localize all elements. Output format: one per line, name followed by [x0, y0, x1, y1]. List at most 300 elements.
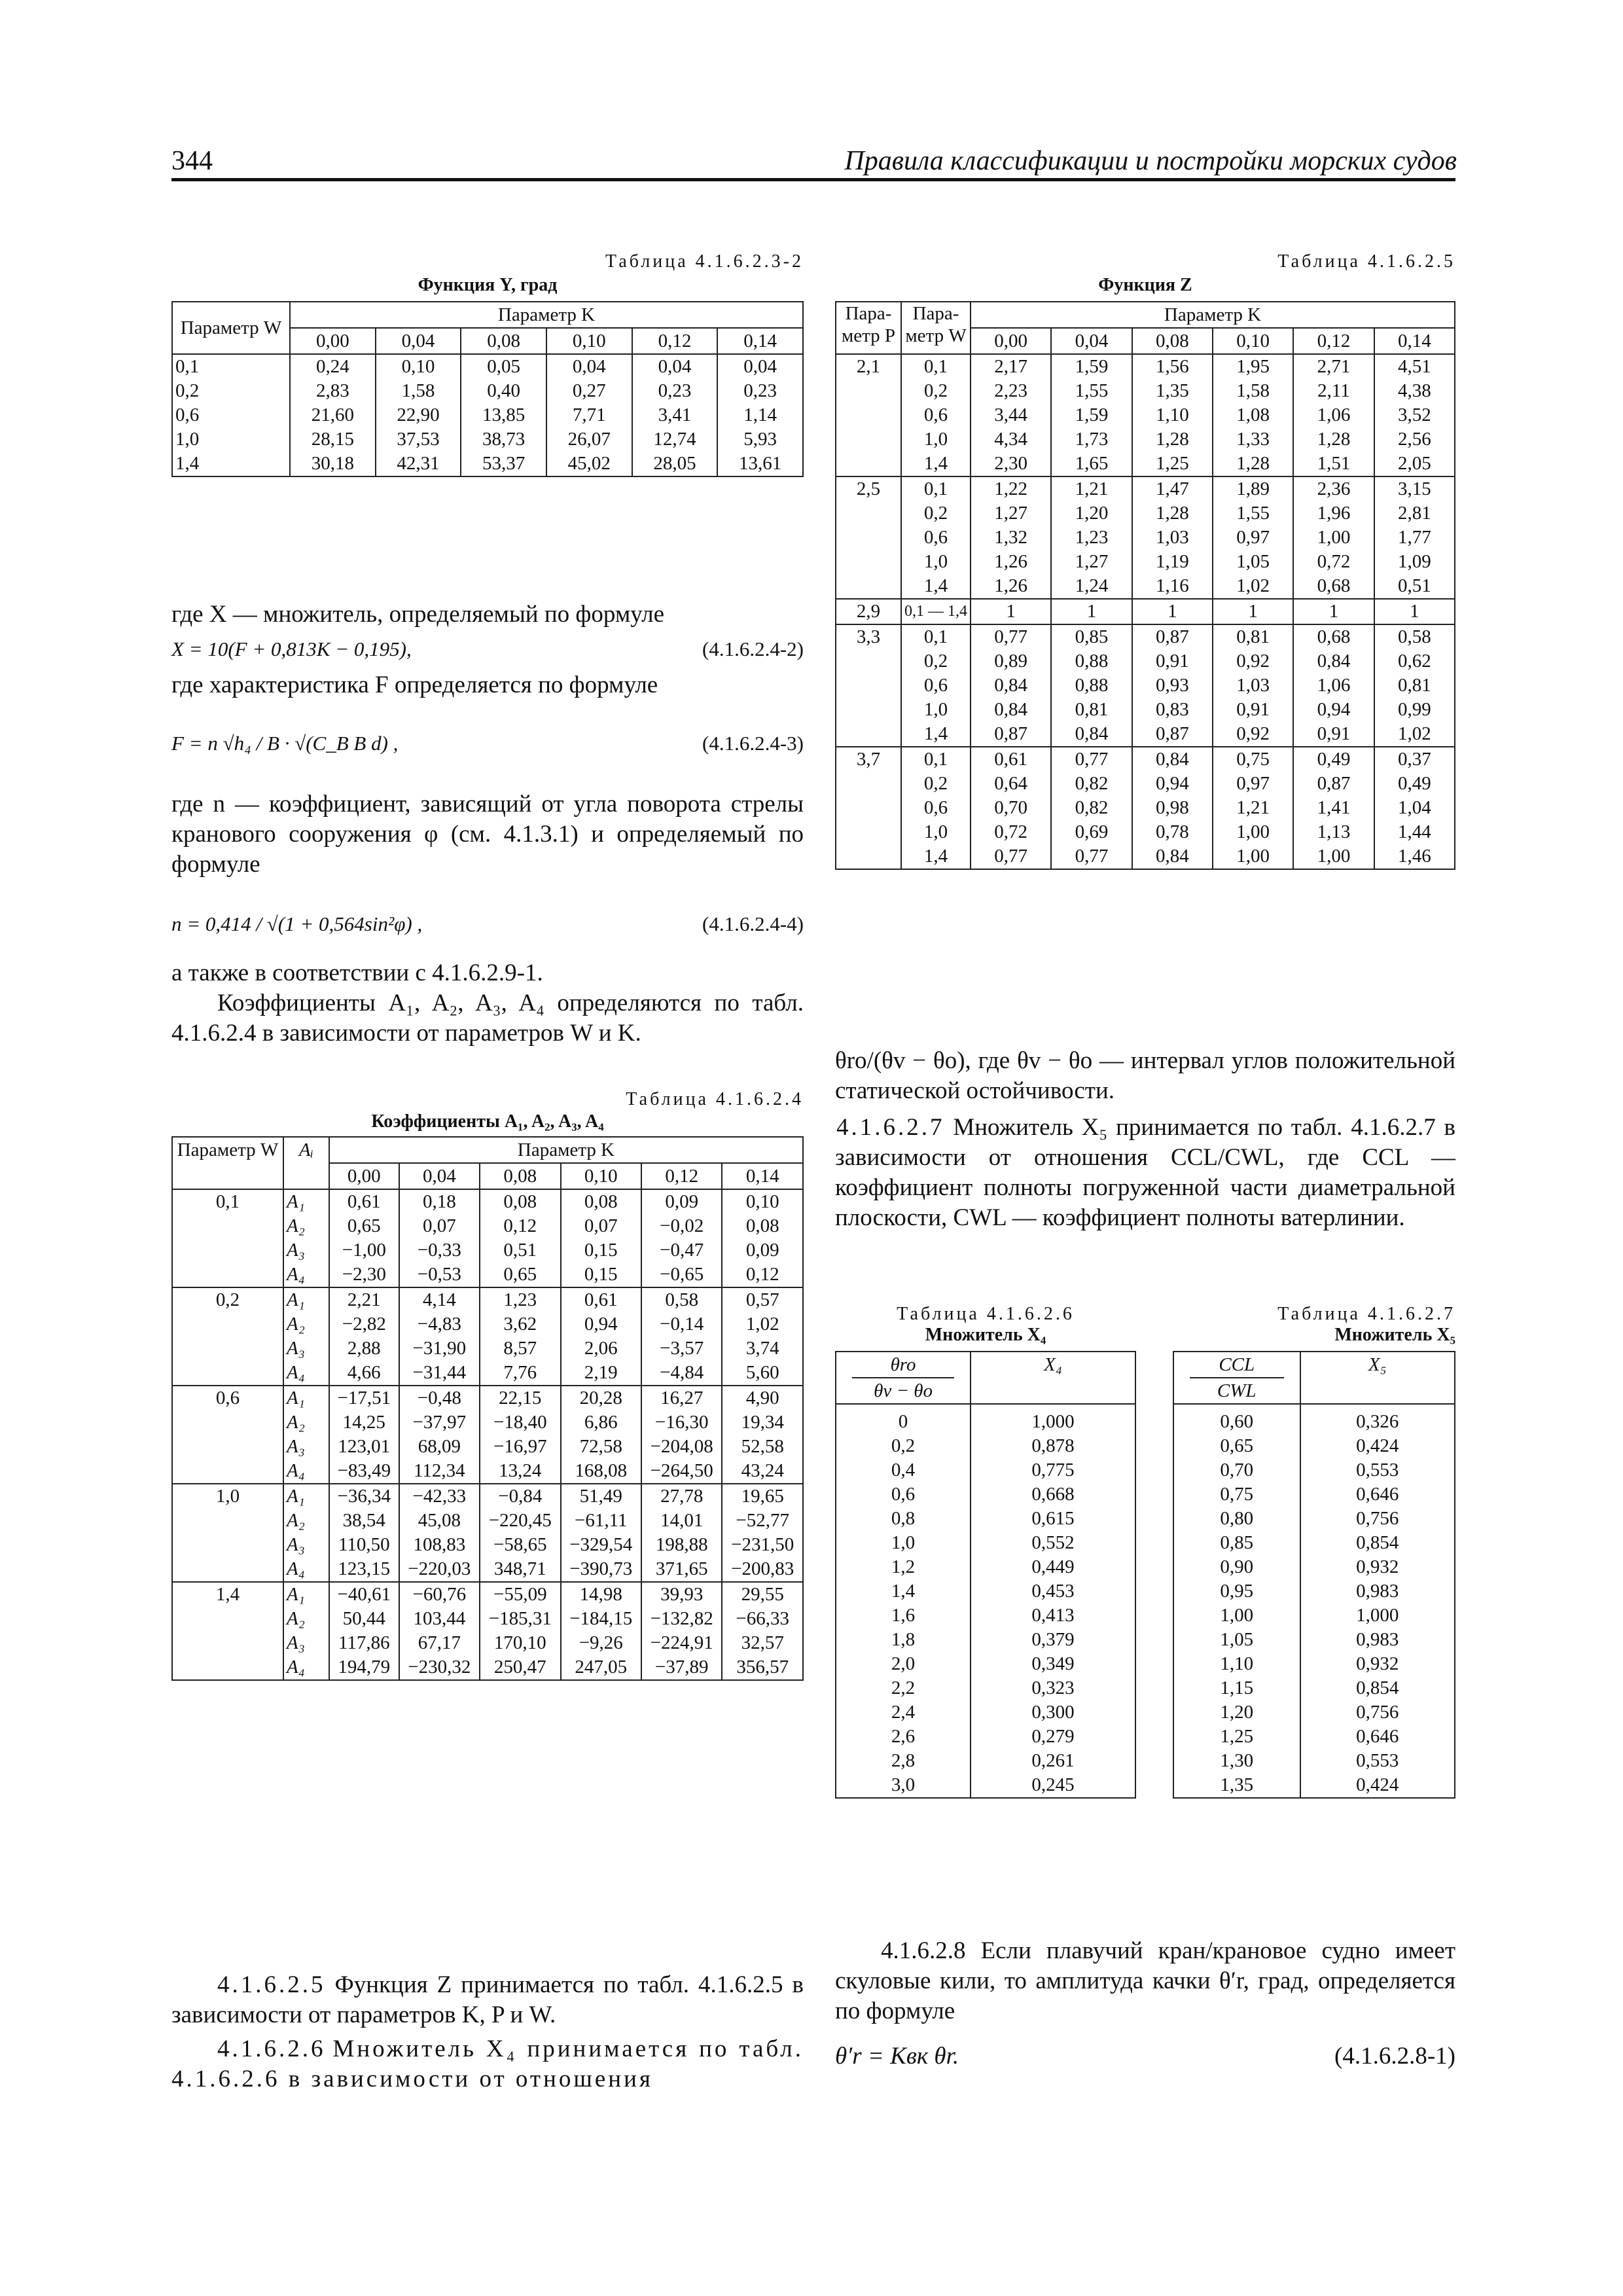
- k-column-value: 0,84: [1155, 749, 1189, 770]
- k-column-value: 1,41: [1317, 797, 1351, 818]
- k-column-value: 1,00: [1317, 846, 1351, 867]
- k-column-value: 28,05: [653, 453, 696, 474]
- x5-col2-values-value: 0,983: [1356, 1581, 1399, 1602]
- k-column-value: 1,06: [1317, 404, 1351, 425]
- p-value-value: 2,5: [856, 478, 881, 499]
- x5-col1-values-value: 0,75: [1220, 1484, 1254, 1505]
- k-column-value: 0,83: [1155, 699, 1189, 720]
- k-column: [290, 354, 376, 476]
- k-column-value: −0,48: [417, 1388, 461, 1408]
- k-column: [329, 1386, 399, 1484]
- k-column-value: 112,34: [413, 1460, 465, 1481]
- k-column-value: 1,26: [994, 575, 1028, 596]
- k-column-value: 0,58: [665, 1289, 699, 1310]
- table-row: [836, 599, 1455, 624]
- col-param-w: Параметр W: [172, 1137, 283, 1189]
- k-column-value: 0,49: [1397, 773, 1431, 794]
- w-values-value: 1,4: [175, 453, 200, 474]
- k-column-value: −1,00: [342, 1240, 386, 1261]
- table-a-label: Таблица 4.1.6.2.4: [626, 1089, 804, 1109]
- x4-col1-values-value: 2,0: [891, 1653, 916, 1674]
- k-column-value: 1,14: [743, 404, 777, 425]
- k-column-value: 0,69: [1075, 821, 1109, 842]
- ai-labels: [283, 1189, 329, 1287]
- k-column: [641, 1484, 722, 1582]
- x4-col2-values-value: 0,413: [1031, 1605, 1075, 1626]
- x4-col1-values-value: 3,0: [891, 1774, 916, 1795]
- x4-col1-values-value: 1,4: [891, 1581, 916, 1602]
- k-column: [1293, 624, 1374, 747]
- k-column-value: 0,93: [1155, 675, 1189, 696]
- k-column-value: 0,97: [1236, 527, 1270, 548]
- k-column: [480, 1484, 560, 1582]
- ai-labels-value: A₃: [287, 1436, 305, 1457]
- k-column-value: 0,81: [1236, 626, 1270, 647]
- x5-col2-values-value: 0,424: [1356, 1435, 1399, 1456]
- k-column-value: 1,06: [1317, 675, 1351, 696]
- k-column-value: 1,22: [994, 478, 1028, 499]
- x4-col1-values-value: 2,2: [891, 1677, 916, 1698]
- k-column-value: −52,77: [736, 1510, 790, 1531]
- k-column: [480, 1582, 560, 1680]
- k-column-value: 0,04: [572, 356, 606, 377]
- x4-col2-values: [971, 1404, 1135, 1798]
- k-column: [641, 1287, 722, 1386]
- k-column-value: −42,33: [412, 1486, 467, 1507]
- ai-labels-value: A₁: [287, 1388, 305, 1408]
- k-column: [632, 354, 718, 476]
- k-column-value: 117,86: [338, 1632, 390, 1653]
- k-column-value: 1,03: [1155, 527, 1189, 548]
- x4-col2-values-value: 0,449: [1031, 1556, 1075, 1577]
- k-column: [971, 624, 1051, 747]
- k-column-value: 1,10: [1155, 404, 1189, 425]
- k-column-value: −4,83: [417, 1314, 461, 1335]
- table-z-label: Таблица 4.1.6.2.5: [1277, 251, 1455, 272]
- ai-labels-value: A₄: [287, 1657, 305, 1677]
- k-column-value: 1,35: [1155, 380, 1189, 401]
- bottom-left-block: [171, 1970, 804, 2094]
- running-title: Правила классификации и постройки морских судов: [844, 146, 1457, 176]
- k-column-value: −230,32: [408, 1657, 471, 1677]
- k-column-value: 38,54: [342, 1510, 385, 1531]
- x5-col2-values-value: 0,854: [1356, 1532, 1399, 1553]
- k-value: 0,04: [399, 1163, 480, 1189]
- k-column: [717, 354, 803, 476]
- k-column-value: 0,24: [315, 356, 349, 377]
- x5-col2-values-value: 0,756: [1356, 1508, 1399, 1529]
- k-column-value: 19,34: [741, 1412, 784, 1433]
- k-column-value: −390,73: [569, 1558, 633, 1579]
- k-column-value: 13,61: [739, 453, 782, 474]
- k-column-value: 0,04: [658, 356, 692, 377]
- k-column-value: 1,95: [1236, 356, 1270, 377]
- w-value: [172, 1484, 283, 1582]
- table-row: [172, 1386, 803, 1484]
- k-column-value: 1,20: [1075, 503, 1109, 524]
- k-column-value: 1: [1086, 601, 1097, 622]
- k-column-value: −231,50: [731, 1534, 794, 1555]
- table-y-label: Таблица 4.1.6.2.3-2: [605, 251, 804, 272]
- table-x4: [835, 1351, 1136, 1799]
- x4-col1-values: [836, 1404, 971, 1798]
- x4-col1: [836, 1352, 971, 1404]
- k-column-value: 0,99: [1397, 699, 1431, 720]
- k-column-value: 2,11: [1317, 380, 1350, 401]
- k-column-value: 0,70: [994, 797, 1028, 818]
- k-column-value: 22,90: [397, 404, 440, 425]
- col-param-w: Пара-метр W: [901, 302, 971, 354]
- ai-labels-value: A₁: [287, 1289, 305, 1310]
- k-column: [1051, 747, 1132, 869]
- k-value: 0,04: [1051, 328, 1132, 354]
- k-column-value: 0,75: [1236, 749, 1270, 770]
- k-value: 0,14: [722, 1163, 803, 1189]
- w-values: [901, 624, 971, 747]
- k-column-value: 0,62: [1397, 651, 1431, 672]
- k-column-value: 0,51: [1397, 575, 1431, 596]
- x4-col2-values-value: 0,775: [1031, 1460, 1075, 1480]
- ai-labels-value: A₃: [287, 1632, 305, 1653]
- k-column-value: 4,34: [994, 429, 1028, 450]
- table-z-title: Функция Z: [1098, 275, 1192, 295]
- k-column-value: 0,04: [743, 356, 777, 377]
- k-column-value: −83,49: [337, 1460, 391, 1481]
- k-column-value: 0,94: [584, 1314, 618, 1335]
- k-column: [376, 354, 461, 476]
- x4-col1-values-value: 0,8: [891, 1508, 916, 1529]
- k-column: [1132, 747, 1213, 869]
- k-column: [461, 354, 546, 476]
- table-x5-block: [1173, 1304, 1455, 1799]
- k-column-value: 123,01: [338, 1436, 391, 1457]
- x5-col1-top: CCL: [1190, 1352, 1284, 1378]
- k-column-value: 38,73: [482, 429, 526, 450]
- k-column-value: 0,08: [745, 1215, 779, 1236]
- k-column-value: 1: [1329, 601, 1339, 622]
- k-column: [329, 1189, 399, 1287]
- x4-col2-values-value: 0,323: [1031, 1677, 1075, 1698]
- k-column-value: −66,33: [736, 1608, 790, 1629]
- k-column: [399, 1386, 480, 1484]
- k-column-value: 3,44: [994, 404, 1028, 425]
- x4-col2-values-value: 0,349: [1031, 1653, 1075, 1674]
- p-value-value: 2,9: [856, 601, 881, 622]
- ai-labels: [283, 1484, 329, 1582]
- k-column-value: 3,15: [1397, 478, 1431, 499]
- k-column: [1051, 354, 1132, 476]
- ai-labels-value: A₃: [287, 1534, 305, 1555]
- k-column-value: 0,64: [994, 773, 1028, 794]
- header-row: [1173, 1352, 1455, 1404]
- x5-col1-bottom: CWL: [1217, 1380, 1257, 1401]
- k-column-value: −264,50: [650, 1460, 713, 1481]
- k-column-value: 0,07: [584, 1215, 618, 1236]
- k-column-value: 0,77: [1075, 749, 1109, 770]
- k-column-value: 13,85: [482, 404, 526, 425]
- k-column-value: 0,87: [1317, 773, 1351, 794]
- ai-labels-value: A₃: [287, 1338, 305, 1359]
- left-text-block: [171, 600, 804, 1049]
- w-values-value: 0,1: [923, 749, 948, 770]
- k-column-value: 37,53: [397, 429, 440, 450]
- right-text-block: [835, 1046, 1455, 1233]
- k-column: [722, 1287, 803, 1386]
- k-column-value: 39,93: [660, 1584, 704, 1605]
- k-column-value: 1,28: [1317, 429, 1351, 450]
- table-row: [172, 354, 803, 476]
- ai-labels-value: A₄: [287, 1264, 305, 1285]
- k-column-value: 0,05: [487, 356, 521, 377]
- x5-col2-values-value: 0,854: [1356, 1677, 1399, 1698]
- ai-labels-value: A₂: [287, 1608, 305, 1629]
- k-column-value: 1,24: [1075, 575, 1109, 596]
- x5-col1-values-value: 0,95: [1220, 1581, 1254, 1602]
- k-value: 0,12: [632, 328, 718, 354]
- ai-labels-value: A₁: [287, 1191, 305, 1212]
- ai-labels-value: A₁: [287, 1486, 305, 1507]
- x4-col1-values-value: 2,6: [891, 1726, 916, 1747]
- col-param-p: Пара-метр P: [836, 302, 901, 354]
- k-column: [1051, 624, 1132, 747]
- k-column: [722, 1386, 803, 1484]
- k-column-value: 0,57: [745, 1289, 779, 1310]
- x4-col2-values-value: 0,379: [1031, 1629, 1075, 1650]
- table-a: [171, 1136, 804, 1681]
- x5-col2-values-value: 0,932: [1356, 1556, 1399, 1577]
- k-column-value: 2,36: [1317, 478, 1351, 499]
- k-column-value: 53,37: [482, 453, 526, 474]
- x4-col1-values-value: 1,0: [891, 1532, 916, 1553]
- k-column-value: 0,49: [1317, 749, 1351, 770]
- k-column-value: 1,09: [1397, 551, 1431, 572]
- k-column-value: 108,83: [413, 1534, 466, 1555]
- table-row: [836, 354, 1455, 476]
- k-column-value: 16,27: [660, 1388, 704, 1408]
- k-value: 0,00: [290, 328, 376, 354]
- k-value: 0,04: [376, 328, 461, 354]
- k-column-value: −4,84: [660, 1362, 704, 1383]
- k-column-value: 250,47: [493, 1657, 546, 1677]
- k-column-value: 22,15: [499, 1388, 542, 1408]
- k-column-value: 0,92: [1236, 723, 1270, 744]
- k-column-value: 0,23: [743, 380, 777, 401]
- k-column-value: 2,19: [584, 1362, 618, 1383]
- k-column-value: 0,09: [745, 1240, 779, 1261]
- p626-text: Множитель X₄ принимается по табл. 4.1.6.2.6 в зависимости от отношения: [171, 2036, 804, 2092]
- k-column-value: 0,84: [1317, 651, 1351, 672]
- k-column: [971, 354, 1051, 476]
- table-row: [836, 1404, 1135, 1798]
- w-values-value: 0,6: [923, 404, 948, 425]
- p626-number: 4.1.6.2.6: [217, 2036, 326, 2062]
- x5-col1-values-value: 1,30: [1220, 1750, 1254, 1771]
- x5-col1-values-value: 0,80: [1220, 1508, 1254, 1529]
- k-column: [399, 1484, 480, 1582]
- w-values-value: 1,4: [923, 846, 948, 867]
- p625-text: Функция Z принимается по табл. 4.1.6.2.5 в зависимости от параметров K, P и W.: [171, 1971, 804, 2028]
- col-param-k: Параметр K: [290, 302, 803, 328]
- x5-col2-values-value: 0,424: [1356, 1774, 1399, 1795]
- k-column-value: 7,76: [503, 1362, 537, 1383]
- k-column-value: 13,24: [499, 1460, 542, 1481]
- k-column-value: 45,02: [567, 453, 611, 474]
- x4-col2-values-value: 0,300: [1031, 1702, 1075, 1723]
- x5-col1-values: [1173, 1404, 1300, 1798]
- formula-x-number: (4.1.6.2.4-2): [702, 637, 804, 660]
- k-column: [1132, 599, 1213, 624]
- k-column-value: 2,71: [1317, 356, 1351, 377]
- k-column-value: 0,97: [1236, 773, 1270, 794]
- k-column-value: −0,84: [498, 1486, 543, 1507]
- k-column-value: 0,68: [1317, 575, 1351, 596]
- k-column: [722, 1582, 803, 1680]
- k-column-value: 1,25: [1155, 453, 1189, 474]
- k-column-value: 1,21: [1075, 478, 1109, 499]
- k-column-value: 1,02: [745, 1314, 779, 1335]
- x4-col1-values-value: 2,4: [891, 1702, 916, 1723]
- p-value-value: 3,7: [856, 749, 881, 770]
- x5-col1-values-value: 1,05: [1220, 1629, 1254, 1650]
- k-column-value: 12,74: [653, 429, 696, 450]
- k-column-value: −37,89: [654, 1657, 709, 1677]
- k-column-value: 0,51: [503, 1240, 537, 1261]
- k-column-value: 1,32: [994, 527, 1028, 548]
- w-values-value: 1,4: [923, 453, 948, 474]
- formula-theta-number: (4.1.6.2.8-1): [1334, 2043, 1455, 2070]
- k-column: [971, 599, 1051, 624]
- x5-col1-values-value: 1,15: [1220, 1677, 1254, 1698]
- k-column: [1293, 747, 1374, 869]
- w-values: [901, 599, 971, 624]
- k-value: 0,00: [971, 328, 1051, 354]
- x5-col2-values-value: 0,553: [1356, 1750, 1399, 1771]
- p-value: [836, 747, 901, 869]
- table-row: [172, 1582, 803, 1680]
- p628-number: 4.1.6.2.8: [881, 1937, 966, 1964]
- k-column-value: 0,87: [1155, 626, 1189, 647]
- k-column: [561, 1582, 641, 1680]
- table-y-title: Функция Y, град: [418, 275, 558, 295]
- k-column-value: 1,21: [1236, 797, 1270, 818]
- k-column-value: 170,10: [493, 1632, 546, 1653]
- k-column-value: 1,16: [1155, 575, 1189, 596]
- k-column-value: 198,88: [655, 1534, 708, 1555]
- also-text: а также в соответствии с 4.1.6.2.9-1.: [171, 960, 543, 986]
- k-column-value: 123,15: [338, 1558, 391, 1579]
- k-column: [329, 1484, 399, 1582]
- where-f: где характеристика F определяется по формуле: [171, 672, 658, 698]
- k-column-value: 1,00: [1236, 821, 1270, 842]
- x4-col1-top: θro: [852, 1352, 954, 1378]
- x4-col1-values-value: 1,2: [891, 1556, 916, 1577]
- k-column: [1213, 354, 1293, 476]
- k-column: [1213, 624, 1293, 747]
- w-values-value: 1,4: [923, 723, 948, 744]
- k-column: [1213, 747, 1293, 869]
- k-column-value: 0,27: [572, 380, 606, 401]
- col-ai: Aᵢ: [283, 1137, 329, 1189]
- ai-labels-value: A₂: [287, 1314, 305, 1335]
- k-value: 0,08: [1132, 328, 1213, 354]
- w-value: [172, 1189, 283, 1287]
- table-y-block: [171, 251, 804, 477]
- k-column-value: −31,90: [412, 1338, 467, 1359]
- x4-col1-values-value: 0,4: [891, 1460, 916, 1480]
- k-column-value: 0,91: [1317, 723, 1351, 744]
- ai-labels-value: A₄: [287, 1362, 305, 1383]
- k-column-value: −3,57: [660, 1338, 704, 1359]
- k-column-value: −18,40: [493, 1412, 547, 1433]
- w-values: [172, 354, 290, 476]
- k-column-value: −0,65: [660, 1264, 704, 1285]
- k-column-value: 0,61: [994, 749, 1028, 770]
- ai-labels-value: A₄: [287, 1558, 305, 1579]
- p627-number: 4.1.6.2.7: [836, 1114, 945, 1141]
- k-column-value: 42,31: [397, 453, 440, 474]
- w-values-value: 1,4: [923, 575, 948, 596]
- k-column-value: 26,07: [567, 429, 611, 450]
- k-column-value: 1,02: [1236, 575, 1270, 596]
- x5-col1-values-value: 0,85: [1220, 1532, 1254, 1553]
- k-column-value: 4,51: [1397, 356, 1431, 377]
- k-column-value: 8,57: [503, 1338, 537, 1359]
- k-column: [1374, 599, 1455, 624]
- k-column-value: 0,84: [994, 699, 1028, 720]
- k-column-value: 0,84: [1075, 723, 1109, 744]
- header-row: [836, 1352, 1135, 1404]
- k-column-value: 0,10: [401, 356, 435, 377]
- k-column-value: 1,23: [503, 1289, 537, 1310]
- k-column: [971, 747, 1051, 869]
- k-column-value: 1,27: [994, 503, 1028, 524]
- k-column: [561, 1484, 641, 1582]
- w-value: [172, 1287, 283, 1386]
- k-column-value: 1,73: [1075, 429, 1109, 450]
- x5-col1-values-value: 1,35: [1220, 1774, 1254, 1795]
- k-column-value: 3,52: [1397, 404, 1431, 425]
- page-number: 344: [171, 146, 213, 176]
- k-column: [480, 1386, 560, 1484]
- k-column-value: 0,15: [584, 1264, 618, 1285]
- k-column-value: 0,87: [994, 723, 1028, 744]
- k-column-value: 1,51: [1317, 453, 1351, 474]
- k-column-value: 30,18: [311, 453, 354, 474]
- k-column-value: 0,94: [1155, 773, 1189, 794]
- k-column-value: 1: [1248, 601, 1258, 622]
- theta-text: θro/(θv − θo), где θv − θo — интервал углов положительной статической остойчивости.: [835, 1047, 1455, 1104]
- k-column-value: −16,97: [493, 1436, 547, 1457]
- k-column-value: 1,65: [1075, 453, 1109, 474]
- w-values-value: 0,2: [923, 773, 948, 794]
- k-column-value: −9,26: [579, 1632, 623, 1653]
- x5-col2-values-value: 0,983: [1356, 1629, 1399, 1650]
- formula-n: n = 0,414 / √(1 + 0,564sin²φ) ,: [171, 912, 423, 935]
- k-column-value: 0,12: [745, 1264, 779, 1285]
- k-column-value: 0,61: [584, 1289, 618, 1310]
- k-column-value: 0,23: [658, 380, 692, 401]
- x5-col1-values-value: 0,60: [1220, 1411, 1254, 1432]
- ai-labels-value: A₂: [287, 1215, 305, 1236]
- k-column-value: 2,06: [584, 1338, 618, 1359]
- w-value-value: 0,6: [215, 1388, 240, 1408]
- k-column-value: −16,30: [654, 1412, 709, 1433]
- k-column-value: 2,83: [315, 380, 349, 401]
- x4-col1-values-value: 0: [898, 1411, 908, 1432]
- k-column-value: −61,11: [575, 1510, 628, 1531]
- ai-labels-value: A₂: [287, 1510, 305, 1531]
- k-column: [1213, 476, 1293, 599]
